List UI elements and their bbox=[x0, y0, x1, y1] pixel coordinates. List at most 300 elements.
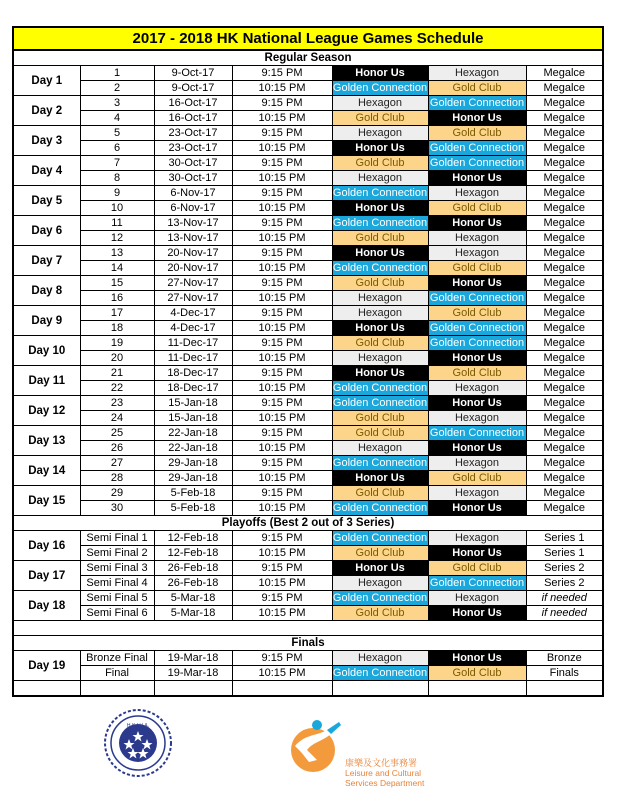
away-team: Golden Connection bbox=[429, 577, 525, 589]
lcsd-emblem-icon bbox=[287, 716, 345, 776]
game-number: 15 bbox=[80, 276, 154, 291]
game-date: 9-Oct-17 bbox=[154, 66, 232, 81]
home-team: Gold Club bbox=[332, 606, 428, 621]
venue: if needed bbox=[526, 606, 603, 621]
game-number: Semi Final 2 bbox=[80, 546, 154, 561]
venue: Megalce bbox=[526, 111, 603, 126]
lcsd-wordmark: 康樂及文化事務署 Leisure and Cultural Services Department bbox=[345, 758, 425, 788]
game-date: 30-Oct-17 bbox=[154, 156, 232, 171]
venue: Megalce bbox=[526, 141, 603, 156]
away-team: Hexagon bbox=[428, 186, 526, 201]
day-label: Day 2 bbox=[13, 96, 80, 126]
game-row bbox=[13, 231, 603, 246]
game-number: Semi Final 5 bbox=[80, 591, 154, 606]
game-date: 27-Nov-17 bbox=[154, 291, 232, 306]
game-date: 16-Oct-17 bbox=[154, 96, 232, 111]
game-date: 5-Mar-18 bbox=[154, 606, 232, 621]
game-date: 4-Dec-17 bbox=[154, 306, 232, 321]
game-date: 20-Nov-17 bbox=[154, 261, 232, 276]
game-number: Bronze Final bbox=[80, 651, 154, 666]
away-team: Gold Club bbox=[428, 126, 526, 141]
game-row bbox=[13, 396, 603, 411]
game-row bbox=[13, 471, 603, 486]
day-label: Day 19 bbox=[13, 651, 80, 681]
section-row bbox=[13, 50, 603, 66]
game-row bbox=[13, 546, 603, 561]
venue: Megalce bbox=[526, 426, 603, 441]
game-date: 5-Mar-18 bbox=[154, 591, 232, 606]
game-row bbox=[13, 486, 603, 501]
game-date: 18-Dec-17 bbox=[154, 366, 232, 381]
game-date: 27-Nov-17 bbox=[154, 276, 232, 291]
game-row bbox=[13, 141, 603, 156]
venue: Megalce bbox=[526, 81, 603, 96]
game-time: 9:15 PM bbox=[232, 456, 332, 471]
lcsd-logo bbox=[287, 716, 425, 788]
venue: Megalce bbox=[526, 441, 603, 456]
game-date: 23-Oct-17 bbox=[154, 141, 232, 156]
game-time: 10:15 PM bbox=[232, 471, 332, 486]
game-date: 22-Jan-18 bbox=[154, 426, 232, 441]
game-number: 17 bbox=[80, 306, 154, 321]
game-row bbox=[13, 576, 603, 591]
game-number: 2 bbox=[80, 81, 154, 96]
game-row bbox=[13, 561, 603, 576]
away-team: Golden Connection bbox=[429, 142, 525, 154]
away-team: Hexagon bbox=[428, 381, 526, 396]
game-date: 29-Jan-18 bbox=[154, 456, 232, 471]
game-date: 19-Mar-18 bbox=[154, 666, 232, 681]
game-number: 6 bbox=[80, 141, 154, 156]
game-number: 18 bbox=[80, 321, 154, 336]
home-team: Honor Us bbox=[332, 141, 428, 156]
away-team: Gold Club bbox=[428, 306, 526, 321]
away-team: Honor Us bbox=[428, 171, 526, 186]
home-team: Hexagon bbox=[332, 96, 428, 111]
game-row bbox=[13, 291, 603, 306]
away-team: Honor Us bbox=[428, 546, 526, 561]
away-team: Honor Us bbox=[428, 441, 526, 456]
game-number: 8 bbox=[80, 171, 154, 186]
away-team: Hexagon bbox=[428, 411, 526, 426]
home-team: Golden Connection bbox=[332, 502, 428, 514]
game-time: 10:15 PM bbox=[232, 201, 332, 216]
section-heading: Finals bbox=[13, 636, 603, 651]
svg-text:H.K.I.H.A.: H.K.I.H.A. bbox=[126, 723, 150, 729]
game-time: 9:15 PM bbox=[232, 336, 332, 351]
page-title: 2017 - 2018 HK National League Games Schedule bbox=[13, 27, 603, 50]
venue: Megalce bbox=[526, 291, 603, 306]
away-team: Gold Club bbox=[428, 471, 526, 486]
game-date: 26-Feb-18 bbox=[154, 561, 232, 576]
blank-cell bbox=[80, 681, 154, 697]
venue: Megalce bbox=[526, 501, 603, 516]
away-team: Gold Club bbox=[428, 666, 526, 681]
game-date: 26-Feb-18 bbox=[154, 576, 232, 591]
game-row bbox=[13, 411, 603, 426]
day-label: Day 16 bbox=[13, 531, 80, 561]
day-label: Day 6 bbox=[13, 216, 80, 246]
venue: Megalce bbox=[526, 171, 603, 186]
game-number: 4 bbox=[80, 111, 154, 126]
home-team: Honor Us bbox=[332, 201, 428, 216]
game-row bbox=[13, 201, 603, 216]
venue: Series 2 bbox=[526, 561, 603, 576]
venue: Megalce bbox=[526, 471, 603, 486]
venue: if needed bbox=[526, 591, 603, 606]
blank-cell bbox=[428, 681, 526, 697]
home-team: Hexagon bbox=[332, 441, 428, 456]
home-team: Hexagon bbox=[332, 651, 428, 666]
day-label: Day 12 bbox=[13, 396, 80, 426]
venue: Megalce bbox=[526, 411, 603, 426]
home-team: Gold Club bbox=[332, 486, 428, 501]
game-row bbox=[13, 306, 603, 321]
blank-cell bbox=[232, 681, 332, 697]
away-team: Honor Us bbox=[428, 501, 526, 516]
game-date: 12-Feb-18 bbox=[154, 546, 232, 561]
blank-row bbox=[13, 681, 603, 697]
game-time: 10:15 PM bbox=[232, 606, 332, 621]
game-time: 10:15 PM bbox=[232, 576, 332, 591]
game-date: 11-Dec-17 bbox=[154, 351, 232, 366]
home-team: Honor Us bbox=[332, 366, 428, 381]
home-team: Gold Club bbox=[332, 231, 428, 246]
home-team: Hexagon bbox=[332, 306, 428, 321]
game-number: 27 bbox=[80, 456, 154, 471]
away-team: Hexagon bbox=[428, 591, 526, 606]
home-team: Gold Club bbox=[332, 111, 428, 126]
game-time: 9:15 PM bbox=[232, 651, 332, 666]
game-time: 9:15 PM bbox=[232, 216, 332, 231]
game-time: 9:15 PM bbox=[232, 126, 332, 141]
game-number: 20 bbox=[80, 351, 154, 366]
home-team: Hexagon bbox=[332, 576, 428, 591]
blank-cell bbox=[13, 621, 603, 636]
game-number: 9 bbox=[80, 186, 154, 201]
venue: Megalce bbox=[526, 276, 603, 291]
day-label: Day 8 bbox=[13, 276, 80, 306]
game-date: 15-Jan-18 bbox=[154, 411, 232, 426]
day-label: Day 9 bbox=[13, 306, 80, 336]
game-time: 10:15 PM bbox=[232, 291, 332, 306]
game-time: 10:15 PM bbox=[232, 411, 332, 426]
game-number: 11 bbox=[80, 216, 154, 231]
home-team: Hexagon bbox=[332, 351, 428, 366]
game-date: 23-Oct-17 bbox=[154, 126, 232, 141]
game-time: 10:15 PM bbox=[232, 351, 332, 366]
game-number: 26 bbox=[80, 441, 154, 456]
day-label: Day 5 bbox=[13, 186, 80, 216]
day-label: Day 10 bbox=[13, 336, 80, 366]
game-time: 10:15 PM bbox=[232, 321, 332, 336]
game-number: 24 bbox=[80, 411, 154, 426]
game-number: 23 bbox=[80, 396, 154, 411]
game-row bbox=[13, 666, 603, 681]
away-team: Honor Us bbox=[428, 216, 526, 231]
game-date: 16-Oct-17 bbox=[154, 111, 232, 126]
away-team: Gold Club bbox=[428, 366, 526, 381]
game-time: 10:15 PM bbox=[232, 171, 332, 186]
game-number: 21 bbox=[80, 366, 154, 381]
day-label: Day 17 bbox=[13, 561, 80, 591]
venue: Megalce bbox=[526, 186, 603, 201]
game-row bbox=[13, 531, 603, 546]
game-number: Semi Final 1 bbox=[80, 531, 154, 546]
day-label: Day 4 bbox=[13, 156, 80, 186]
game-row bbox=[13, 156, 603, 171]
game-row bbox=[13, 321, 603, 336]
venue: Megalce bbox=[526, 231, 603, 246]
day-label: Day 15 bbox=[13, 486, 80, 516]
game-row bbox=[13, 366, 603, 381]
game-row bbox=[13, 246, 603, 261]
day-label: Day 3 bbox=[13, 126, 80, 156]
hkiha-emblem-icon bbox=[92, 708, 184, 778]
game-row bbox=[13, 276, 603, 291]
venue: Megalce bbox=[526, 66, 603, 81]
game-date: 6-Nov-17 bbox=[154, 186, 232, 201]
game-row bbox=[13, 381, 603, 396]
game-number: 28 bbox=[80, 471, 154, 486]
venue: Megalce bbox=[526, 351, 603, 366]
day-label: Day 11 bbox=[13, 366, 80, 396]
home-team: Gold Club bbox=[332, 411, 428, 426]
away-team: Gold Club bbox=[428, 81, 526, 96]
game-number: 3 bbox=[80, 96, 154, 111]
game-date: 5-Feb-18 bbox=[154, 501, 232, 516]
game-time: 10:15 PM bbox=[232, 111, 332, 126]
game-date: 11-Dec-17 bbox=[154, 336, 232, 351]
away-team: Honor Us bbox=[428, 396, 526, 411]
game-date: 20-Nov-17 bbox=[154, 246, 232, 261]
game-date: 18-Dec-17 bbox=[154, 381, 232, 396]
game-row bbox=[13, 456, 603, 471]
game-number: 7 bbox=[80, 156, 154, 171]
blank-cell bbox=[13, 681, 80, 697]
away-team: Hexagon bbox=[428, 456, 526, 471]
home-team: Honor Us bbox=[332, 66, 428, 81]
game-date: 12-Feb-18 bbox=[154, 531, 232, 546]
game-time: 9:15 PM bbox=[232, 531, 332, 546]
game-row bbox=[13, 606, 603, 621]
venue: Megalce bbox=[526, 306, 603, 321]
game-number: 19 bbox=[80, 336, 154, 351]
away-team: Gold Club bbox=[428, 261, 526, 276]
venue: Series 1 bbox=[526, 546, 603, 561]
home-team: Honor Us bbox=[332, 246, 428, 261]
game-row bbox=[13, 351, 603, 366]
blank-cell bbox=[154, 681, 232, 697]
game-time: 9:15 PM bbox=[232, 66, 332, 81]
venue: Megalce bbox=[526, 381, 603, 396]
home-team: Golden Connection bbox=[332, 457, 428, 469]
game-row bbox=[13, 501, 603, 516]
game-row bbox=[13, 186, 603, 201]
home-team: Honor Us bbox=[332, 471, 428, 486]
game-date: 5-Feb-18 bbox=[154, 486, 232, 501]
game-row bbox=[13, 591, 603, 606]
away-team: Golden Connection bbox=[429, 157, 525, 169]
game-date: 9-Oct-17 bbox=[154, 81, 232, 96]
schedule-table bbox=[12, 26, 604, 697]
game-date: 13-Nov-17 bbox=[154, 216, 232, 231]
venue: Megalce bbox=[526, 396, 603, 411]
venue: Megalce bbox=[526, 486, 603, 501]
home-team: Hexagon bbox=[332, 171, 428, 186]
home-team: Honor Us bbox=[332, 321, 428, 336]
game-number: 5 bbox=[80, 126, 154, 141]
away-team: Honor Us bbox=[428, 606, 526, 621]
venue: Megalce bbox=[526, 96, 603, 111]
game-row bbox=[13, 171, 603, 186]
venue: Megalce bbox=[526, 126, 603, 141]
home-team: Golden Connection bbox=[332, 532, 428, 544]
game-time: 10:15 PM bbox=[232, 546, 332, 561]
home-team: Gold Club bbox=[332, 546, 428, 561]
game-number: 14 bbox=[80, 261, 154, 276]
game-number: 13 bbox=[80, 246, 154, 261]
game-time: 10:15 PM bbox=[232, 81, 332, 96]
venue: Megalce bbox=[526, 321, 603, 336]
section-row bbox=[13, 636, 603, 651]
home-team: Gold Club bbox=[332, 426, 428, 441]
game-date: 13-Nov-17 bbox=[154, 231, 232, 246]
away-team: Golden Connection bbox=[429, 292, 525, 304]
game-time: 9:15 PM bbox=[232, 396, 332, 411]
venue: Megalce bbox=[526, 261, 603, 276]
venue: Finals bbox=[526, 666, 603, 681]
venue: Megalce bbox=[526, 456, 603, 471]
home-team: Golden Connection bbox=[332, 217, 428, 229]
game-number: Semi Final 6 bbox=[80, 606, 154, 621]
game-row bbox=[13, 126, 603, 141]
home-team: Golden Connection bbox=[332, 397, 428, 409]
game-row bbox=[13, 216, 603, 231]
game-time: 10:15 PM bbox=[232, 141, 332, 156]
game-time: 9:15 PM bbox=[232, 96, 332, 111]
away-team: Golden Connection bbox=[429, 322, 525, 334]
game-time: 9:15 PM bbox=[232, 186, 332, 201]
game-row bbox=[13, 336, 603, 351]
game-number: Semi Final 3 bbox=[80, 561, 154, 576]
game-number: 29 bbox=[80, 486, 154, 501]
game-row bbox=[13, 111, 603, 126]
game-date: 22-Jan-18 bbox=[154, 441, 232, 456]
game-time: 9:15 PM bbox=[232, 591, 332, 606]
game-row bbox=[13, 66, 603, 81]
game-time: 9:15 PM bbox=[232, 156, 332, 171]
home-team: Gold Club bbox=[332, 336, 428, 351]
away-team: Honor Us bbox=[428, 276, 526, 291]
blank-row bbox=[13, 621, 603, 636]
away-team: Honor Us bbox=[428, 351, 526, 366]
game-row bbox=[13, 261, 603, 276]
away-team: Honor Us bbox=[428, 111, 526, 126]
day-label: Day 14 bbox=[13, 456, 80, 486]
game-number: 1 bbox=[80, 66, 154, 81]
game-time: 9:15 PM bbox=[232, 366, 332, 381]
venue: Megalce bbox=[526, 336, 603, 351]
day-label: Day 1 bbox=[13, 66, 80, 96]
game-time: 9:15 PM bbox=[232, 426, 332, 441]
home-team: Golden Connection bbox=[332, 187, 428, 199]
game-date: 30-Oct-17 bbox=[154, 171, 232, 186]
game-date: 4-Dec-17 bbox=[154, 321, 232, 336]
home-team: Golden Connection bbox=[332, 82, 428, 94]
away-team: Hexagon bbox=[428, 486, 526, 501]
blank-cell bbox=[526, 681, 603, 697]
venue: Series 2 bbox=[526, 576, 603, 591]
venue: Megalce bbox=[526, 201, 603, 216]
game-time: 10:15 PM bbox=[232, 501, 332, 516]
game-time: 9:15 PM bbox=[232, 276, 332, 291]
home-team: Honor Us bbox=[332, 561, 428, 576]
game-date: 6-Nov-17 bbox=[154, 201, 232, 216]
section-heading: Playoffs (Best 2 out of 3 Series) bbox=[13, 516, 603, 531]
game-number: Semi Final 4 bbox=[80, 576, 154, 591]
away-team: Honor Us bbox=[428, 651, 526, 666]
game-number: 12 bbox=[80, 231, 154, 246]
home-team: Gold Club bbox=[332, 156, 428, 171]
game-number: 25 bbox=[80, 426, 154, 441]
logo-footer bbox=[0, 708, 626, 787]
game-row bbox=[13, 426, 603, 441]
home-team: Gold Club bbox=[332, 276, 428, 291]
game-row bbox=[13, 96, 603, 111]
game-row bbox=[13, 651, 603, 666]
venue: Series 1 bbox=[526, 531, 603, 546]
game-time: 10:15 PM bbox=[232, 231, 332, 246]
game-number: Final bbox=[80, 666, 154, 681]
game-row bbox=[13, 441, 603, 456]
away-team: Golden Connection bbox=[429, 337, 525, 349]
home-team: Golden Connection bbox=[332, 592, 428, 604]
section-row bbox=[13, 516, 603, 531]
away-team: Hexagon bbox=[428, 531, 526, 546]
home-team: Golden Connection bbox=[332, 382, 428, 394]
blank-cell bbox=[332, 681, 428, 697]
venue: Megalce bbox=[526, 246, 603, 261]
day-label: Day 7 bbox=[13, 246, 80, 276]
game-time: 9:15 PM bbox=[232, 486, 332, 501]
away-team: Gold Club bbox=[428, 201, 526, 216]
game-time: 9:15 PM bbox=[232, 561, 332, 576]
game-time: 10:15 PM bbox=[232, 381, 332, 396]
away-team: Gold Club bbox=[428, 561, 526, 576]
game-date: 15-Jan-18 bbox=[154, 396, 232, 411]
venue: Bronze bbox=[526, 651, 603, 666]
game-time: 10:15 PM bbox=[232, 441, 332, 456]
game-date: 29-Jan-18 bbox=[154, 471, 232, 486]
away-team: Hexagon bbox=[428, 231, 526, 246]
home-team: Golden Connection bbox=[332, 262, 428, 274]
away-team: Hexagon bbox=[428, 66, 526, 81]
away-team: Golden Connection bbox=[429, 97, 525, 109]
away-team: Golden Connection bbox=[429, 427, 525, 439]
venue: Megalce bbox=[526, 366, 603, 381]
home-team: Hexagon bbox=[332, 126, 428, 141]
game-number: 16 bbox=[80, 291, 154, 306]
game-time: 10:15 PM bbox=[232, 261, 332, 276]
game-time: 9:15 PM bbox=[232, 246, 332, 261]
venue: Megalce bbox=[526, 216, 603, 231]
home-team: Golden Connection bbox=[332, 667, 428, 679]
day-label: Day 18 bbox=[13, 591, 80, 621]
venue: Megalce bbox=[526, 156, 603, 171]
game-time: 10:15 PM bbox=[232, 666, 332, 681]
game-number: 30 bbox=[80, 501, 154, 516]
